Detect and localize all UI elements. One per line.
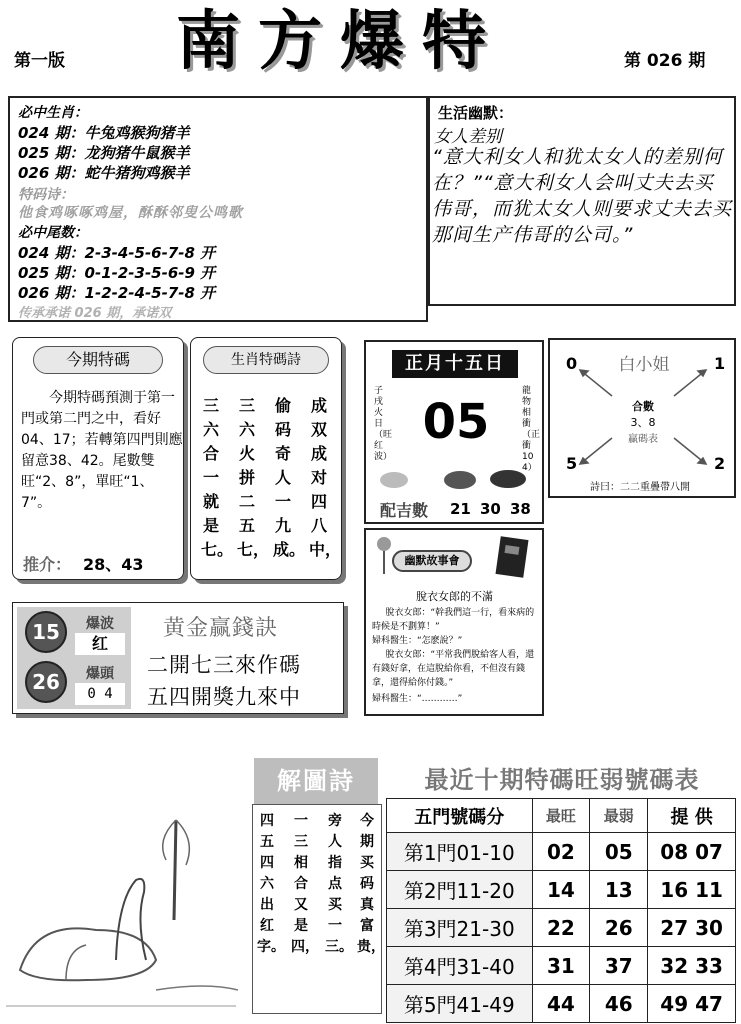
special-code-box	[12, 337, 184, 580]
zodiac-line-1: 024 期：牛兔鸡猴狗猪羊	[18, 124, 190, 142]
header-provide: 提 供	[648, 799, 736, 833]
row-max: 31	[532, 947, 590, 985]
row-label: 第5門41-49	[387, 985, 533, 1023]
row-label: 第4門31-40	[387, 947, 533, 985]
riddle-column-3: 一三相合又是四，	[291, 813, 319, 955]
special-code-text: 今期特碼預測于第一門或第二門之中，看好04、17；若轉第四門則應留意38、42。尾數雙旺“2、8”，單旺“1、7”。	[21, 390, 183, 511]
gold-tag-1: 爆波	[86, 616, 114, 632]
tail-line-3: 026 期：1-2-2-4-5-7-8 开	[18, 284, 216, 302]
story-line-3: 脫衣女郎：“平常我們脫給客人看，還有錢好拿，在這脫給你看，不但沒有錢拿，還得給你付錢。”	[372, 650, 535, 688]
poem-column-1: 成双成对四八中，	[309, 396, 342, 559]
riddle-heading: 解圖詩	[254, 758, 378, 804]
recommend-label: 推介：	[23, 555, 72, 574]
story-line-4: 婦科醫生：“…………”	[372, 694, 463, 704]
humor-heading: 生活幽默：	[438, 104, 514, 122]
gold-number-2: 26	[25, 661, 67, 703]
corner-5: 5	[566, 454, 578, 473]
humor-subheading: 女人差别	[434, 127, 502, 147]
miss-bai-box	[548, 338, 736, 498]
tail-line-1: 024 期：2-3-4-5-6-7-8 开	[18, 244, 216, 262]
table-header-row	[387, 799, 736, 833]
humor-body: “意大利女人和犹太女人的差别何在？”“意大利女人会叫丈夫去买伟哥，而犹太女人则要求丈夫去买那间生产伟哥的公司。”	[432, 146, 733, 246]
calendar-right-note: 龍物相衝（正衝104）	[522, 386, 541, 473]
calendar-date: 正月十五日	[392, 350, 518, 378]
poem-column-4: 三六合一就是七。	[201, 396, 234, 559]
recommend-value: 28、43	[83, 555, 144, 574]
row-max: 02	[532, 833, 590, 871]
gold-box	[12, 602, 344, 714]
riddle-column-2: 旁人指点买一三。	[325, 813, 353, 955]
miss-bai-title: 白小姐	[618, 355, 670, 375]
calendar-number: 05	[422, 394, 490, 450]
table-row	[387, 871, 736, 909]
row-min: 46	[590, 985, 648, 1023]
gold-number-1: 15	[25, 611, 67, 653]
sum-label: 合數	[632, 400, 654, 413]
row-min: 13	[590, 871, 648, 909]
row-max: 14	[532, 871, 590, 909]
book-icon	[494, 536, 530, 578]
row-min: 05	[590, 833, 648, 871]
zodiac-title: 必中生肖：	[18, 105, 88, 121]
humor-box	[428, 96, 736, 306]
row-provide: 32 33	[648, 947, 736, 985]
corner-0: 0	[566, 354, 578, 373]
row-min: 37	[590, 947, 648, 985]
row-provide: 08 07	[648, 833, 736, 871]
lucky-number-3: 38	[510, 500, 531, 518]
zodiac-poem-box	[190, 337, 342, 580]
corner-2: 2	[714, 454, 726, 473]
story-box	[364, 528, 544, 716]
row-label: 第1門01-10	[387, 833, 533, 871]
calendar-box	[364, 340, 544, 524]
story-line-2: 婦科醫生：“怎麽說？”	[372, 636, 463, 646]
riddle-poem-box	[252, 804, 385, 1014]
lucky-number-1: 21	[450, 500, 471, 518]
story-line-1: 脫衣女郎：“幹我們這一行，看來病的時候是不劃算！”	[372, 608, 535, 632]
poem-column-3: 三六火拼二五七，	[237, 396, 270, 559]
masthead-title: 南方爆特	[176, 4, 504, 79]
sum-sub-label: 贏碼表	[628, 434, 658, 445]
issue-label: 第 026 期	[624, 51, 706, 71]
story-title: 脫衣女郎的不滿	[416, 590, 493, 603]
corner-1: 1	[714, 354, 726, 373]
sum-value: 3、8	[630, 416, 656, 429]
miss-bai-poem: 詩曰：二二重疊帶八開	[590, 482, 690, 493]
kangaroo-illustration	[6, 780, 246, 1010]
gold-line-1: 二開七三來作碼	[147, 653, 301, 677]
animals-illustration	[374, 466, 534, 492]
zodiac-line-3: 026 期：蛇牛猪狗鸡猴羊	[18, 164, 190, 182]
table-row	[387, 833, 736, 871]
row-provide: 27 30	[648, 909, 736, 947]
row-min: 26	[590, 909, 648, 947]
row-max: 44	[532, 985, 590, 1023]
header-max: 最旺	[532, 799, 590, 833]
story-badge: 幽默故事會	[392, 550, 472, 572]
row-provide: 49 47	[648, 985, 736, 1023]
zodiac-line-2: 025 期：龙狗猪牛鼠猴羊	[18, 144, 190, 162]
gold-tag-2: 爆頭	[86, 666, 114, 682]
gold-value-2: 0 4	[75, 683, 125, 705]
riddle-column-1: 今期买码真富贵，	[357, 813, 385, 955]
special-code-heading: 今期特碼	[33, 346, 163, 374]
table-row	[387, 947, 736, 985]
stats-table	[386, 798, 736, 1023]
header-group: 五門號碼分	[387, 799, 533, 833]
header-min: 最弱	[590, 799, 648, 833]
poem-title: 特码诗：	[18, 187, 74, 203]
prediction-box	[8, 96, 428, 322]
tail-title: 必中尾数：	[18, 225, 88, 241]
row-provide: 16 11	[648, 871, 736, 909]
riddle-column-4: 四五四六出红字。	[257, 813, 285, 955]
poem-column-2: 偷码奇人一九成。	[273, 396, 306, 559]
table-row	[387, 985, 736, 1023]
faint-line: 传承承诺 026 期，承诺双	[18, 306, 172, 321]
row-max: 22	[532, 909, 590, 947]
table-row	[387, 909, 736, 947]
gold-line-2: 五四開獎九來中	[147, 685, 301, 709]
calendar-left-note: 子戌火日（旺红波）	[374, 386, 393, 462]
zodiac-poem-heading: 生肖特碼詩	[203, 346, 329, 374]
tail-line-2: 025 期：0-1-2-3-5-6-9 开	[18, 264, 216, 282]
poem-line: 他食鸡啄啄鸡屋，酥酥邻叟公鸣歌	[18, 205, 243, 221]
gold-title: 黄金赢錢訣	[163, 616, 279, 641]
lucky-number-2: 30	[480, 500, 501, 518]
stats-title: 最近十期特碼旺弱號碼表	[424, 766, 700, 794]
gold-value-1: 红	[75, 633, 125, 655]
row-label: 第3門21-30	[387, 909, 533, 947]
lucky-label: 配吉數	[380, 501, 429, 520]
edition-label: 第一版	[14, 51, 65, 71]
row-label: 第2門11-20	[387, 871, 533, 909]
